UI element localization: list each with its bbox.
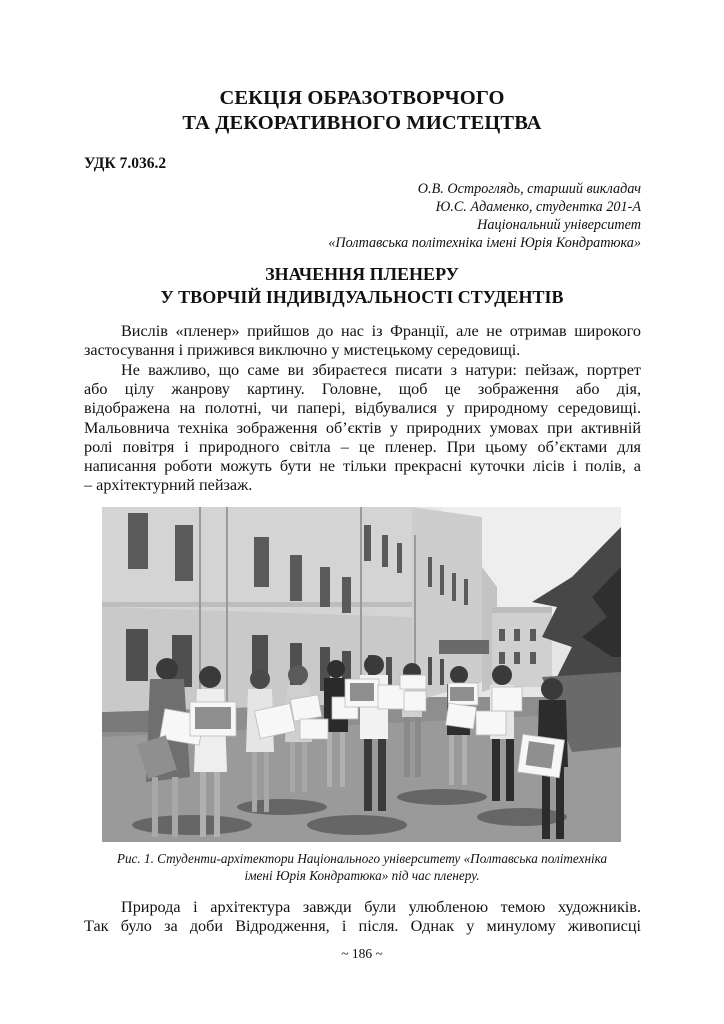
affiliation-2: «Полтавська політехніка імені Юрія Кондратюка» (328, 235, 641, 251)
paragraph-3 (84, 898, 641, 936)
text-line: Мальовнича техніка зображення об’єктів у природних умовах при активній (84, 418, 641, 437)
caption-line-1: Рис. 1. Студенти-архітектори Національного університету «Полтавська політехніка (116, 851, 608, 866)
section-title-line-1: СЕКЦІЯ ОБРАЗОТВОРЧОГО (219, 87, 505, 109)
page-number: ~ 186 ~ (341, 946, 383, 961)
paragraph-1 (84, 322, 641, 360)
udk-code: УДК 7.036.2 (84, 155, 167, 172)
section-title (0, 86, 724, 136)
text-line: Так було за доби Відродження, і після. Однак у минулому живописці (84, 917, 641, 936)
text-line: застосування і прижився виключно у мистецькому середовищі. (84, 341, 521, 360)
author-1: О.В. Остроглядь, старший викладач (417, 181, 641, 197)
text-line: Вислів «пленер» прийшов до нас із Франції, але не отримав широкого (121, 322, 641, 340)
paragraph-2 (84, 361, 641, 495)
article-title-line-2: У ТВОРЧІЙ ІНДИВІДУАЛЬНОСТІ СТУДЕНТІВ (160, 287, 564, 307)
caption-line-2: імені Юрія Кондратюка» під час пленеру. (244, 868, 480, 883)
text-line: написання роботи можуть бути не тільки прекрасні куточки лісів і полів, а (84, 457, 641, 476)
affiliation-1: Національний університет (477, 217, 641, 233)
figure-photo (102, 507, 621, 842)
text-line: Не важливо, що саме ви збираєтеся писати з натури: пейзаж, портрет (121, 361, 641, 379)
figure-caption (0, 850, 724, 884)
text-line: Природа і архітектура завжди були улюбленою темою художників. (121, 898, 641, 916)
text-line: – архітектурний пейзаж. (84, 476, 253, 495)
article-title (0, 263, 724, 309)
text-line: відображена на полотні, чи папері, відбувалися у природному середовищі. (84, 399, 641, 418)
article-title-line-1: ЗНАЧЕННЯ ПЛЕНЕРУ (265, 264, 459, 284)
section-title-line-2: ТА ДЕКОРАТИВНОГО МИСТЕЦТВА (182, 112, 542, 134)
text-line: або цілу жанрову картину. Головне, щоб це зображення або дія, (84, 380, 641, 399)
text-line: ролі повітря і природного світла – це пленер. При цьому об’єктами для (84, 437, 641, 456)
author-2: Ю.С. Адаменко, студентка 201-А (435, 199, 641, 215)
author-block (328, 180, 641, 252)
photo-illustration (102, 507, 621, 842)
